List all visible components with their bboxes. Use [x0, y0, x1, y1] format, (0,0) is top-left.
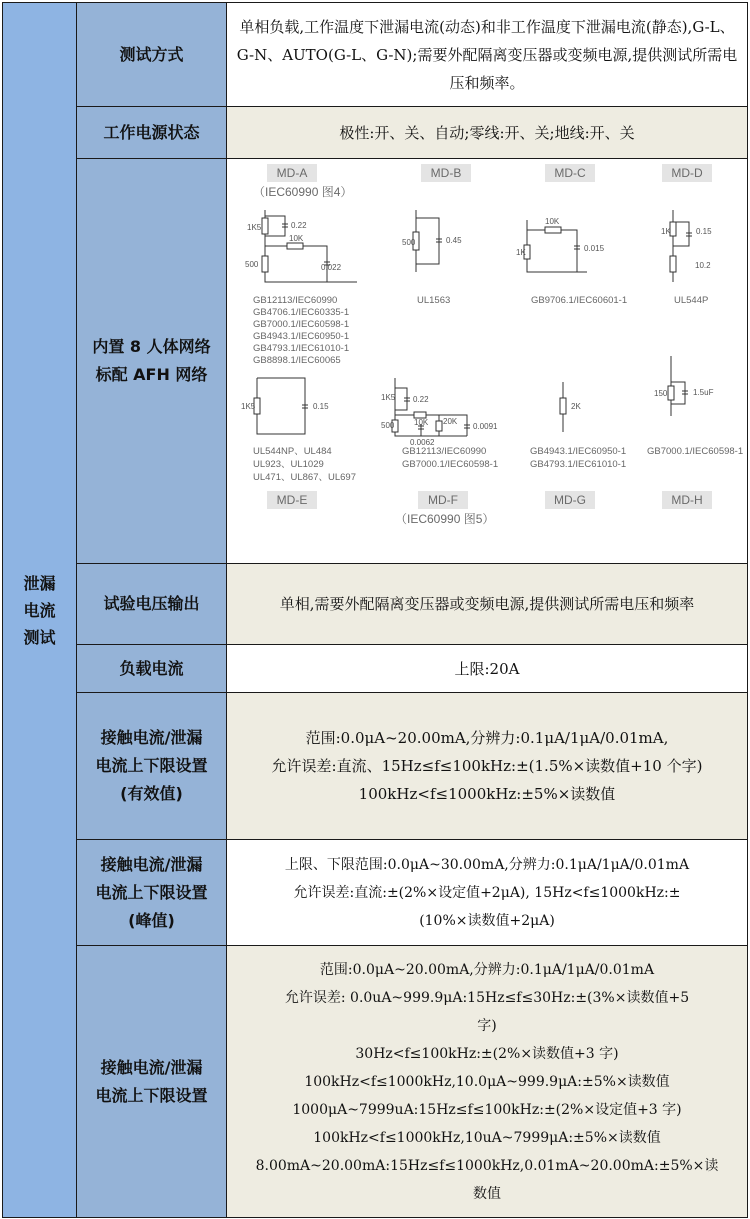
- value-contact-limits-line-5: 100kHz<f≤1000kHz,10.0μA~999.9μA:±5%×读数值: [304, 1073, 670, 1090]
- md-c-title: MD-C: [554, 165, 586, 180]
- row-contact-limits: [3, 946, 748, 1218]
- md-b-std-1: UL1563: [417, 294, 451, 306]
- value-load-current: 上限:20A: [227, 645, 748, 693]
- value-contact-limits-line-7: 100kHz<f≤1000kHz,10uA~7999μA:±5%×读数值: [313, 1129, 661, 1146]
- label-test-method: 测试方式: [77, 3, 227, 107]
- row-contact-rms: [3, 693, 748, 840]
- value-contact-rms-line-1: 范围:0.0μA~20.00mA,分辨力:0.1μA/1μA/0.01mA,: [305, 729, 669, 747]
- row-networks: [3, 159, 748, 564]
- md-a-std-1: GB12113/IEC60990: [253, 294, 338, 306]
- label-contact-peak: [77, 840, 227, 946]
- value-contact-peak-line-3: (10%×读数值+2μA): [419, 912, 555, 929]
- value-contact-limits: [227, 946, 748, 1218]
- value-contact-rms: [227, 693, 748, 840]
- row-contact-peak: [3, 840, 748, 946]
- value-test-voltage-text: 单相,需要外配隔离变压器或变频电源,提供测试所需电压和频率: [279, 595, 695, 613]
- md-a-std-6: GB8898.1/IEC60065: [253, 354, 341, 366]
- value-contact-limits-line-8: 8.00mA~20.00mA:15Hz≤f≤1000kHz,0.01mA~20.00mA:±5%×读: [255, 1157, 719, 1174]
- md-f-std-2: GB7000.1/IEC60598-1: [402, 458, 499, 470]
- category-line-1: 泄漏: [23, 573, 56, 593]
- md-g-r1: 2K: [571, 401, 581, 411]
- md-d-title: MD-D: [671, 165, 703, 180]
- md-f-r4: 20K: [443, 416, 458, 426]
- md-e-std-1: UL544NP、UL484: [253, 445, 332, 457]
- label-networks-line-1: 内置 8 人体网络: [92, 337, 211, 356]
- label-contact-peak-line-3: (峰值): [128, 910, 175, 930]
- label-power-state: 工作电源状态: [77, 107, 227, 159]
- md-f-c3: 0.0091: [473, 421, 498, 431]
- value-power-state: 极性:开、关、自动;零线:开、关;地线:开、关: [227, 107, 748, 159]
- label-contact-limits-line-2: 电流上下限设置: [95, 1085, 208, 1105]
- label-contact-rms-line-1: 接触电流/泄漏: [100, 728, 203, 747]
- label-contact-rms: [77, 693, 227, 840]
- label-test-voltage: 试验电压输出: [77, 564, 227, 645]
- md-a-c1: 0.22: [291, 220, 307, 230]
- md-c-std-1: GB9706.1/IEC60601-1: [531, 294, 628, 306]
- md-e-r1: 1K5: [241, 401, 256, 411]
- spec-table: [2, 2, 748, 1218]
- md-a-std-2: GB4706.1/IEC60335-1: [253, 306, 350, 318]
- md-f-r1: 1K5: [381, 392, 396, 402]
- md-h-r1: 150: [654, 388, 668, 398]
- label-contact-limits: [77, 946, 227, 1218]
- md-b-r1: 500: [402, 237, 416, 247]
- value-test-voltage: [227, 564, 748, 645]
- value-contact-rms-line-3: 100kHz<f≤1000kHz:±5%×读数值: [358, 785, 616, 803]
- value-contact-limits-line-4: 30Hz<f≤100kHz:±(2%×读数值+3 字): [355, 1045, 619, 1062]
- row-load-current: [3, 645, 748, 693]
- md-b-c1: 0.45: [446, 235, 462, 245]
- md-d-r2: 10.2: [695, 260, 711, 270]
- md-f-r3: 10K: [414, 417, 429, 427]
- value-contact-rms-line-2: 允许误差:直流、15Hz≤f≤100kHz:±(1.5%×读数值+10 个字): [271, 757, 703, 775]
- label-contact-limits-line-1: 接触电流/泄漏: [100, 1057, 203, 1077]
- category-line-2: 电流: [23, 600, 56, 620]
- md-d-r1: 1K: [661, 226, 671, 236]
- md-c-c1: 0.015: [584, 243, 605, 253]
- networks-diagram-cell: [227, 159, 748, 564]
- label-load-current: 负载电流: [77, 645, 227, 693]
- md-e-std-2: UL923、UL1029: [253, 458, 324, 470]
- value-test-method: [227, 3, 748, 107]
- category-line-3: 测试: [23, 627, 56, 647]
- md-a-title: MD-A: [276, 165, 308, 180]
- md-a-c2: 0.022: [321, 262, 342, 272]
- md-a-ref: （IEC60990 图4）: [253, 184, 353, 199]
- row-test-method: [3, 3, 748, 107]
- md-a-std-5: GB4793.1/IEC61010-1: [253, 342, 350, 354]
- md-b-title: MD-B: [430, 165, 462, 180]
- md-a-std-3: GB7000.1/IEC60598-1: [253, 318, 350, 330]
- md-a-r2: 10K: [289, 233, 304, 243]
- category-cell: [3, 3, 77, 1218]
- md-g-std-1: GB4943.1/IEC60950-1: [530, 445, 627, 457]
- row-test-voltage: [3, 564, 748, 645]
- label-contact-rms-line-3: (有效值): [120, 784, 183, 803]
- md-d-c1: 0.15: [696, 226, 712, 236]
- md-f-r2: 500: [381, 420, 395, 430]
- value-contact-peak-line-1: 上限、下限范围:0.0μA~30.00mA,分辨力:0.1μA/1μA/0.01mA: [284, 856, 690, 873]
- md-g-title: MD-G: [554, 492, 586, 507]
- md-e-c1: 0.15: [313, 401, 329, 411]
- md-h-title: MD-H: [671, 492, 703, 507]
- networks-diagram: [227, 160, 748, 563]
- md-c-r1: 1K: [516, 247, 526, 257]
- value-contact-peak-line-2: 允许误差:直流:±(2%×设定值+2μA), 15Hz<f≤1000kHz:±: [293, 884, 681, 901]
- md-f-ref: （IEC60990 图5）: [395, 511, 495, 526]
- md-f-title: MD-F: [428, 492, 458, 507]
- value-contact-peak: [227, 840, 748, 946]
- md-f-c2: 0.0062: [410, 437, 435, 447]
- value-contact-limits-line-2: 允许误差: 0.0uA~999.9μA:15Hz≤f≤30Hz:±(3%×读数值+5: [284, 989, 690, 1006]
- value-contact-limits-line-9: 数值: [473, 1185, 501, 1202]
- label-networks: [77, 159, 227, 564]
- md-c-r2: 10K: [545, 216, 560, 226]
- md-e-title: MD-E: [276, 492, 308, 507]
- md-h-std-1: GB7000.1/IEC60598-1: [647, 445, 744, 457]
- networks-svg: [227, 160, 748, 563]
- md-f-std-1: GB12113/IEC60990: [402, 445, 487, 457]
- md-g-std-2: GB4793.1/IEC61010-1: [530, 458, 627, 470]
- value-contact-limits-line-6: 1000μA~7999uA:15Hz≤f≤100kHz:±(2%×设定值+3 字): [292, 1101, 682, 1118]
- md-a-std-4: GB4943.1/IEC60950-1: [253, 330, 350, 342]
- row-power-state: [3, 107, 748, 159]
- md-f-c1: 0.22: [413, 394, 429, 404]
- md-d-std-1: UL544P: [674, 294, 709, 306]
- label-contact-rms-line-2: 电流上下限设置: [95, 756, 208, 775]
- value-contact-limits-line-3: 字): [477, 1017, 497, 1034]
- md-e-std-3: UL471、UL867、UL697: [253, 471, 356, 483]
- label-contact-peak-line-2: 电流上下限设置: [95, 882, 208, 902]
- md-h-c1: 1.5uF: [693, 387, 714, 397]
- label-contact-peak-line-1: 接触电流/泄漏: [100, 854, 203, 874]
- md-a-r3: 500: [245, 259, 259, 269]
- label-networks-line-2: 标配 AFH 网络: [95, 365, 208, 384]
- value-contact-limits-line-1: 范围:0.0μA~20.00mA,分辨力:0.1μA/1μA/0.01mA: [319, 961, 655, 978]
- value-test-method-text: 单相负载,工作温度下泄漏电流(动态)和非工作温度下泄漏电流(静态),G-L、G-N、AUTO(G-L、G-N);需要外配隔离变压器或变频电源,提供测试所需电压和频率。: [236, 17, 738, 92]
- md-a-r1: 1K5: [247, 222, 262, 232]
